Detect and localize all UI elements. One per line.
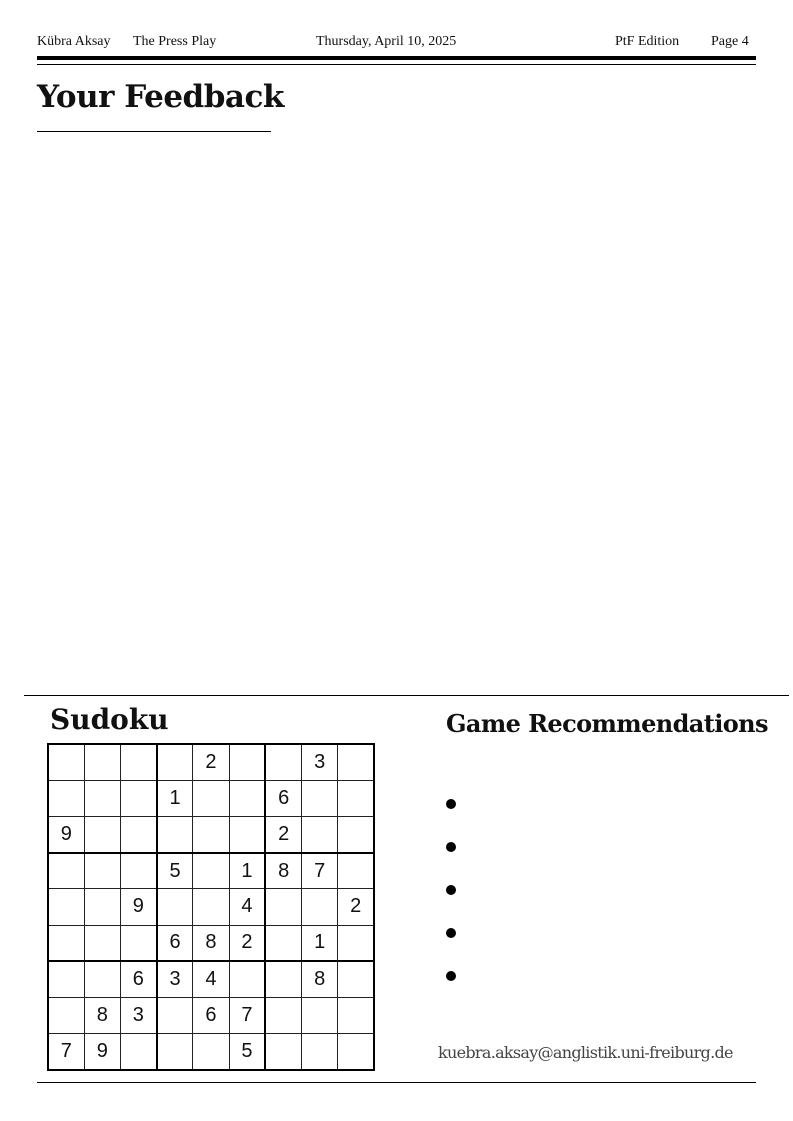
sudoku-row [48, 816, 374, 852]
sudoku-cell [120, 1034, 156, 1070]
feedback-title: Your Feedback [37, 79, 284, 115]
sudoku-cell [84, 853, 120, 889]
sudoku-cell [48, 961, 84, 997]
sudoku-cell: 8 [302, 961, 338, 997]
sudoku-cell: 4 [193, 961, 229, 997]
sudoku-cell [157, 816, 193, 852]
sudoku-cell [84, 925, 120, 961]
sudoku-cell [157, 1034, 193, 1070]
edition-label: PtF Edition [615, 34, 680, 49]
sudoku-row [48, 780, 374, 816]
header-rule-thin [37, 64, 756, 65]
sudoku-cell: 1 [229, 853, 265, 889]
sudoku-cell [338, 1034, 374, 1070]
bullet-icon [446, 971, 456, 981]
sudoku-cell [338, 998, 374, 1034]
sudoku-cell: 6 [157, 925, 193, 961]
sudoku-cell: 9 [84, 1034, 120, 1070]
sudoku-cell: 8 [193, 925, 229, 961]
page-number: Page 4 [711, 34, 749, 49]
sudoku-cell [302, 816, 338, 852]
sudoku-cell: 2 [338, 889, 374, 925]
sudoku-cell: 4 [229, 889, 265, 925]
sudoku-cell: 1 [157, 780, 193, 816]
sudoku-cell: 1 [302, 925, 338, 961]
game-recommendation-item [446, 782, 466, 825]
sudoku-cell: 7 [48, 1034, 84, 1070]
sudoku-row [48, 1034, 374, 1070]
sudoku-cell [120, 780, 156, 816]
sudoku-cell [265, 925, 301, 961]
sudoku-row [48, 853, 374, 889]
sudoku-cell: 9 [48, 816, 84, 852]
sudoku-cell: 6 [193, 998, 229, 1034]
sudoku-cell: 7 [229, 998, 265, 1034]
sudoku-cell [265, 1034, 301, 1070]
sudoku-cell [338, 780, 374, 816]
sudoku-cell [84, 780, 120, 816]
sudoku-cell [338, 853, 374, 889]
sudoku-cell [265, 961, 301, 997]
sudoku-cell [157, 744, 193, 780]
sudoku-cell [302, 998, 338, 1034]
sudoku-cell: 7 [302, 853, 338, 889]
sudoku-cell [48, 744, 84, 780]
sudoku-cell [229, 961, 265, 997]
sudoku-cell [48, 925, 84, 961]
sudoku-row [48, 998, 374, 1034]
game-recommendations-list [446, 782, 466, 997]
sudoku-cell [120, 744, 156, 780]
sudoku-cell: 5 [157, 853, 193, 889]
sudoku-cell [157, 998, 193, 1034]
section-divider [24, 695, 789, 696]
sudoku-cell [157, 889, 193, 925]
bullet-icon [446, 885, 456, 895]
sudoku-cell [84, 744, 120, 780]
sudoku-cell: 8 [84, 998, 120, 1034]
sudoku-cell [265, 998, 301, 1034]
sudoku-cell [84, 961, 120, 997]
sudoku-cell: 3 [120, 998, 156, 1034]
sudoku-cell [48, 780, 84, 816]
bullet-icon [446, 928, 456, 938]
game-recommendation-item [446, 911, 466, 954]
sudoku-cell [302, 1034, 338, 1070]
game-recommendations-title: Game Recommendations [446, 709, 768, 738]
sudoku-cell [338, 925, 374, 961]
feedback-underline [37, 131, 271, 132]
game-recommendation-item [446, 954, 466, 997]
sudoku-cell [193, 1034, 229, 1070]
sudoku-cell [193, 780, 229, 816]
sudoku-cell [48, 853, 84, 889]
sudoku-cell: 6 [120, 961, 156, 997]
sudoku-cell [302, 889, 338, 925]
sudoku-cell: 6 [265, 780, 301, 816]
bullet-icon [446, 842, 456, 852]
sudoku-row [48, 961, 374, 997]
sudoku-cell [120, 853, 156, 889]
sudoku-cell [338, 744, 374, 780]
sudoku-cell [338, 816, 374, 852]
game-recommendation-item [446, 868, 466, 911]
sudoku-cell [229, 744, 265, 780]
sudoku-title: Sudoku [50, 703, 169, 736]
sudoku-cell [229, 780, 265, 816]
sudoku-grid [47, 743, 375, 1071]
sudoku-cell [48, 889, 84, 925]
footer-rule [37, 1082, 756, 1083]
sudoku-cell: 2 [265, 816, 301, 852]
sudoku-cell [48, 998, 84, 1034]
sudoku-cell [120, 816, 156, 852]
sudoku-cell [84, 889, 120, 925]
game-recommendation-item [446, 825, 466, 868]
author-name: Kübra Aksay [37, 34, 111, 49]
bullet-icon [446, 799, 456, 809]
sudoku-cell [193, 853, 229, 889]
sudoku-cell: 3 [157, 961, 193, 997]
sudoku-cell [193, 816, 229, 852]
sudoku-cell: 5 [229, 1034, 265, 1070]
sudoku-cell [120, 925, 156, 961]
sudoku-cell [229, 816, 265, 852]
sudoku-cell: 2 [193, 744, 229, 780]
sudoku-cell [265, 744, 301, 780]
sudoku-row [48, 744, 374, 780]
sudoku-cell [265, 889, 301, 925]
sudoku-cell [193, 889, 229, 925]
sudoku-cell [302, 780, 338, 816]
sudoku-cell: 3 [302, 744, 338, 780]
sudoku-row [48, 889, 374, 925]
sudoku-row [48, 925, 374, 961]
sudoku-cell: 8 [265, 853, 301, 889]
sudoku-cell [338, 961, 374, 997]
sudoku-cell: 9 [120, 889, 156, 925]
sudoku-cell [84, 816, 120, 852]
publication-name: The Press Play [133, 34, 217, 49]
sudoku-cell: 2 [229, 925, 265, 961]
contact-email: kuebra.aksay@anglistik.uni-freiburg.de [438, 1043, 733, 1062]
issue-date: Thursday, April 10, 2025 [316, 34, 457, 49]
header-rule-thick [37, 56, 756, 60]
